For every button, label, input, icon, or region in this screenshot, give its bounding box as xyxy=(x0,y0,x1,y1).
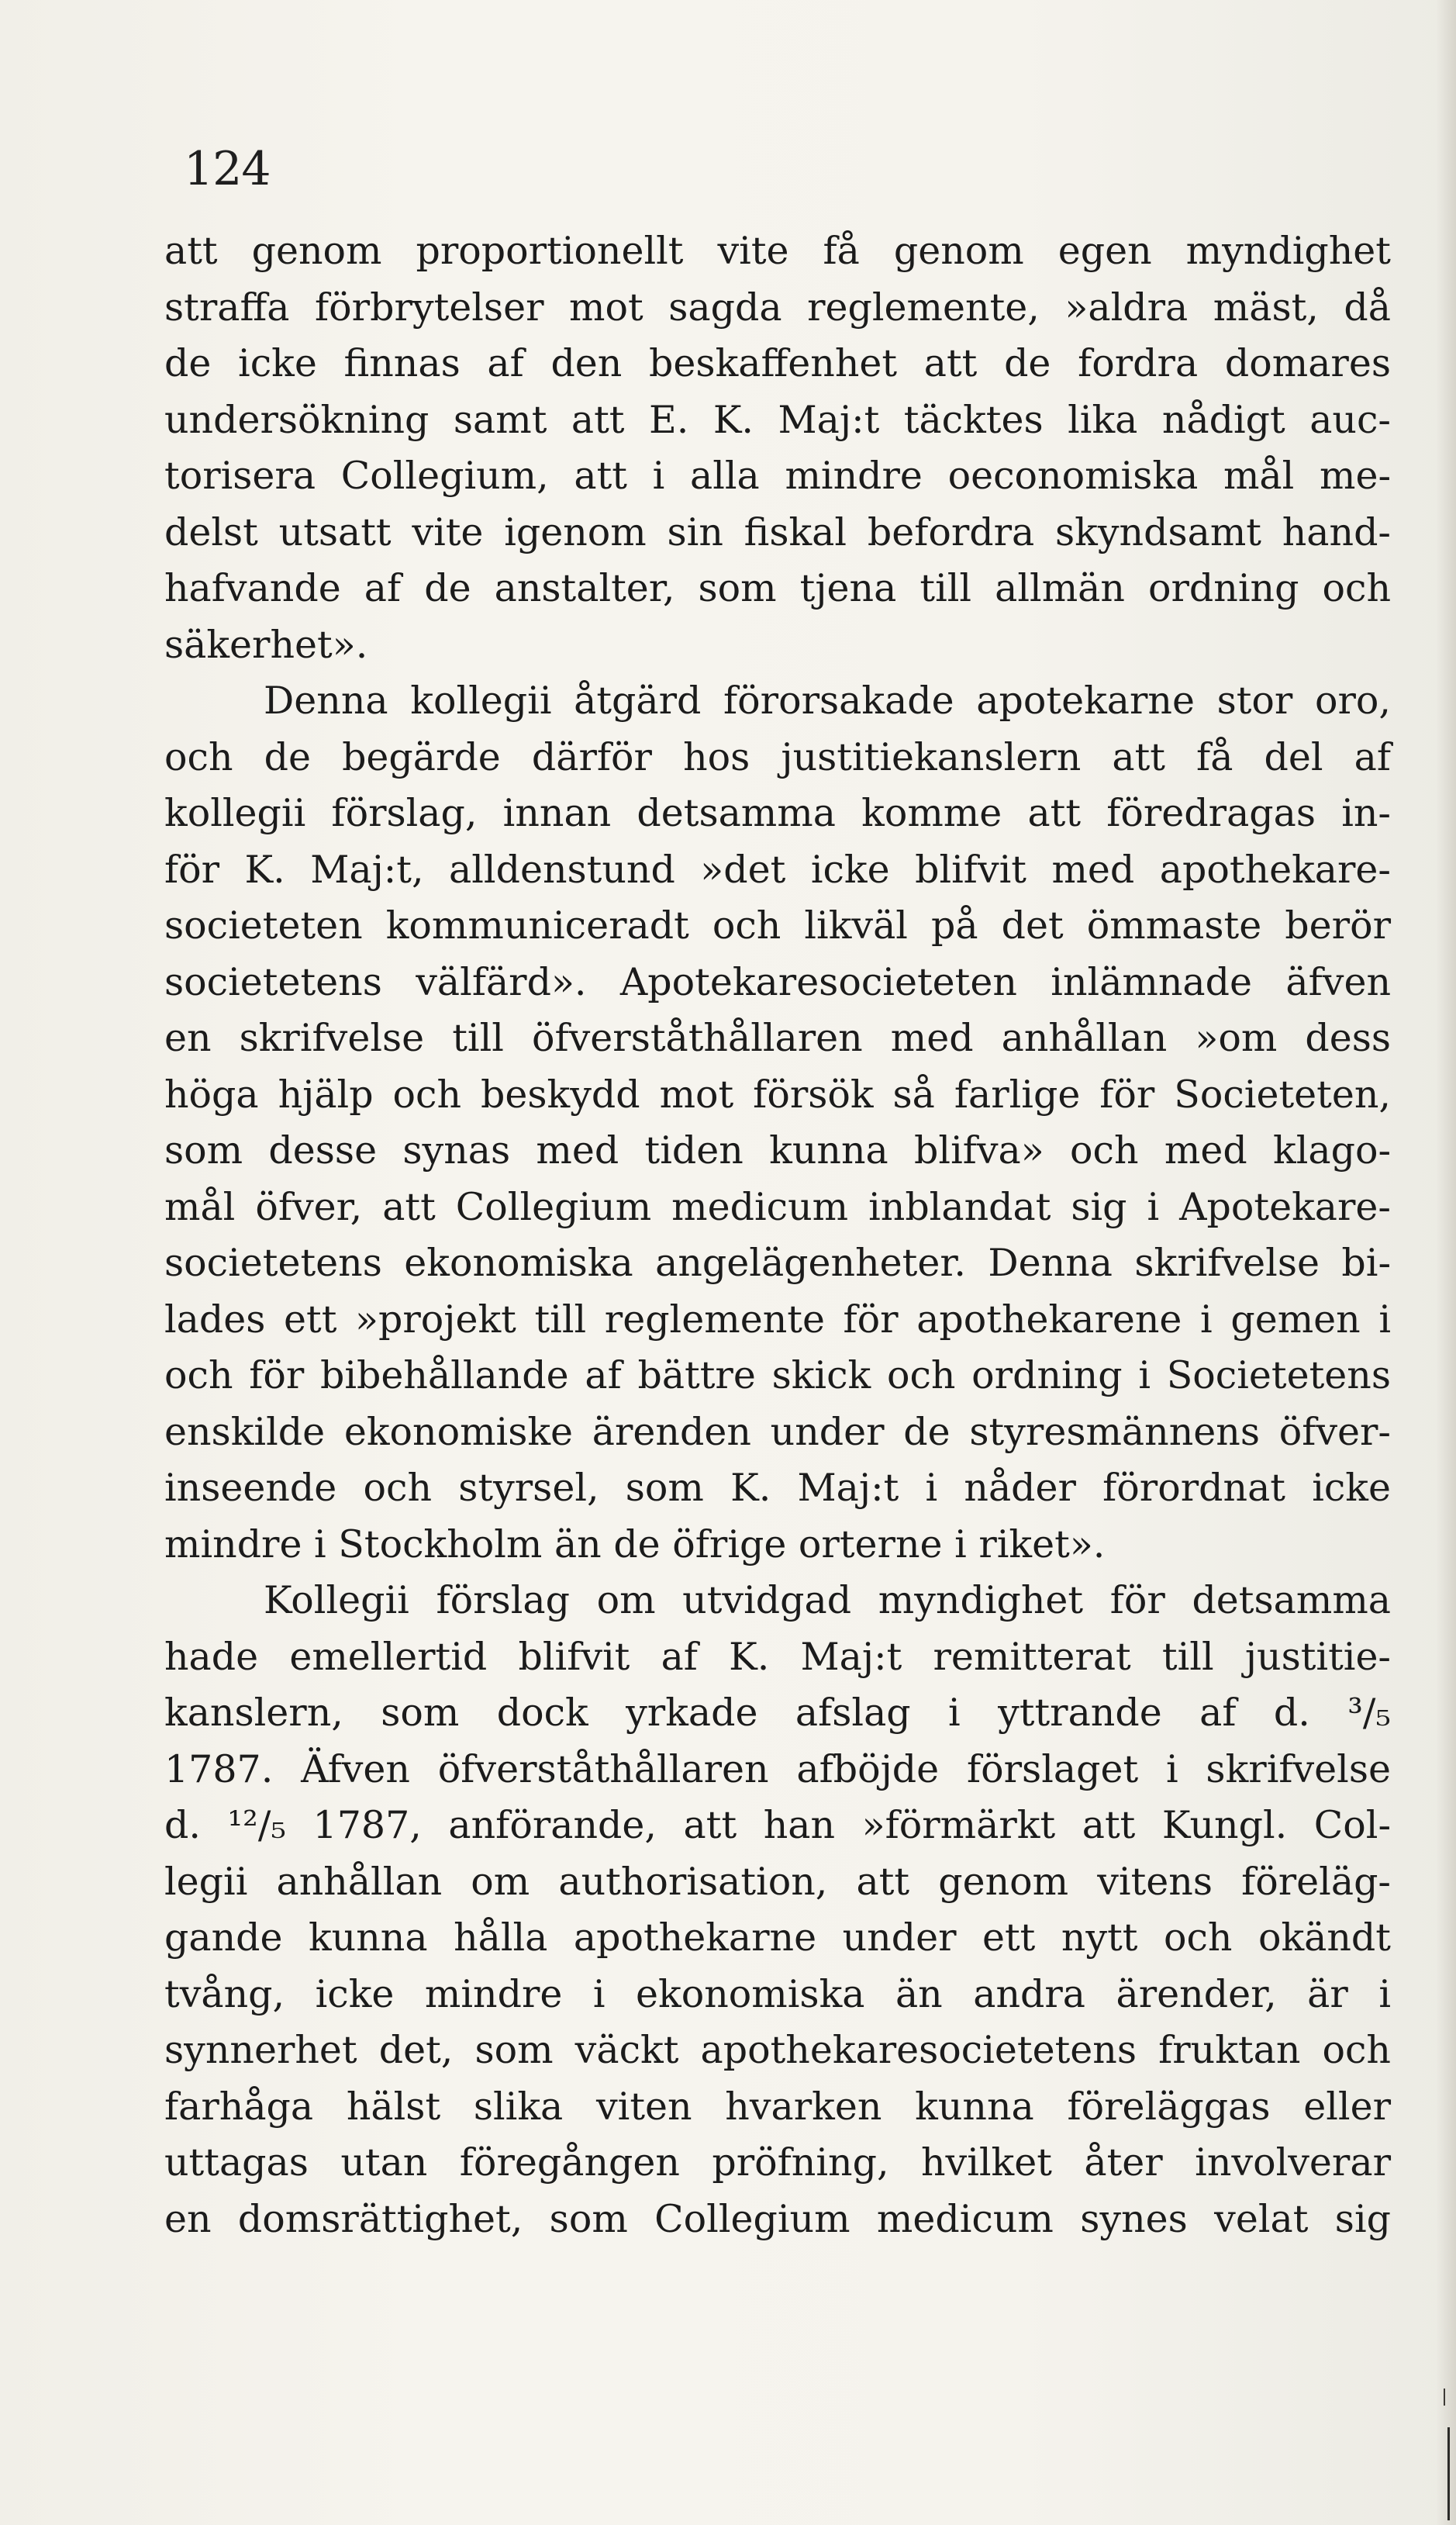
scan-artifact-edge xyxy=(1447,2427,1450,2520)
body-text xyxy=(164,223,1391,2247)
page-number: 124 xyxy=(184,142,271,196)
text-line: straffa förbrytelser mot sagda reglemente, »aldra mäst, då xyxy=(164,285,1391,330)
text-line: delst utsatt vite igenom sin fiskal befordra skyndsamt hand- xyxy=(164,509,1391,554)
text-line: att genom proportionellt vite få genom egen myndighet xyxy=(164,229,1391,273)
text-line-paragraph-start: Kollegii förslag om utvidgad myndighet för detsamma xyxy=(264,1578,1391,1622)
text-line: societetens ekonomiska angelägenheter. Denna skrifvelse bi- xyxy=(164,1241,1391,1285)
text-line: en skrifvelse till öfverståthållaren med anhållan »om dess xyxy=(164,1016,1391,1060)
text-line: undersökning samt att E. K. Maj:t täcktes lika nådigt auc- xyxy=(164,397,1391,442)
text-line: och de begärde därför hos justitiekanslern att få del af xyxy=(164,734,1391,779)
text-line: 1787. Äfven öfverståthållaren afböjde förslaget i skrifvelse xyxy=(164,1746,1391,1791)
text-line: societetens välfärd». Apotekaresocieteten inlämnade äfven xyxy=(164,959,1391,1004)
text-line: hade emellertid blifvit af K. Maj:t remitterat till justitie- xyxy=(164,1634,1391,1679)
text-line: för K. Maj:t, alldenstund »det icke blifvit med apothekare- xyxy=(164,847,1391,892)
text-line: d. ¹²/₅ 1787, anförande, att han »förmärkt att Kungl. Col- xyxy=(164,1803,1391,1847)
scan-artifact-mark xyxy=(1444,2389,1445,2406)
text-line: hafvande af de anstalter, som tjena till allmän ordning och xyxy=(164,566,1391,610)
text-line: och för bibehållande af bättre skick och ordning i Societetens xyxy=(164,1353,1391,1397)
text-line-paragraph-start: Denna kollegii åtgärd förorsakade apotekarne stor oro, xyxy=(264,679,1391,723)
text-line: societeten kommuniceradt och likväl på det ömmaste berör xyxy=(164,903,1391,948)
text-line: synnerhet det, som väckt apothekaresocietetens fruktan och xyxy=(164,2028,1391,2072)
text-line: kollegii förslag, innan detsamma komme att föredragas in- xyxy=(164,791,1391,835)
text-line: som desse synas med tiden kunna blifva» och med klago- xyxy=(164,1128,1391,1173)
text-line: gande kunna hålla apothekarne under ett nytt och okändt xyxy=(164,1915,1391,1960)
text-line: en domsrättighet, som Collegium medicum synes velat sig xyxy=(164,2196,1391,2241)
text-line-paragraph-end: säkerhet». xyxy=(164,622,368,667)
page-edge-shadow xyxy=(1436,0,1456,2525)
text-line: mål öfver, att Collegium medicum inblandat sig i Apotekare- xyxy=(164,1184,1391,1229)
text-line: inseende och styrsel, som K. Maj:t i nåder förordnat icke xyxy=(164,1466,1391,1510)
text-line: höga hjälp och beskydd mot försök så farlige för Societeten, xyxy=(164,1072,1391,1117)
text-line: de icke finnas af den beskaffenhet att de fordra domares xyxy=(164,341,1391,385)
text-line: kanslern, som dock yrkade afslag i yttrande af d. ³/₅ xyxy=(164,1691,1391,1735)
text-line: farhåga hälst slika viten hvarken kunna föreläggas eller xyxy=(164,2084,1391,2129)
text-line: enskilde ekonomiske ärenden under de styresmännens öfver- xyxy=(164,1409,1391,1454)
text-line: lades ett »projekt till reglemente för apothekarene i gemen i xyxy=(164,1297,1391,1342)
text-line: torisera Collegium, att i alla mindre oeconomiska mål me- xyxy=(164,454,1391,498)
text-line: uttagas utan föregången pröfning, hvilket åter involverar xyxy=(164,2140,1391,2185)
text-line-paragraph-end: mindre i Stockholm än de öfrige orterne i riket». xyxy=(164,1522,1106,1566)
text-line: tvång, icke mindre i ekonomiska än andra ärender, är i xyxy=(164,1971,1391,2016)
text-line: legii anhållan om authorisation, att genom vitens föreläg- xyxy=(164,1859,1391,1904)
